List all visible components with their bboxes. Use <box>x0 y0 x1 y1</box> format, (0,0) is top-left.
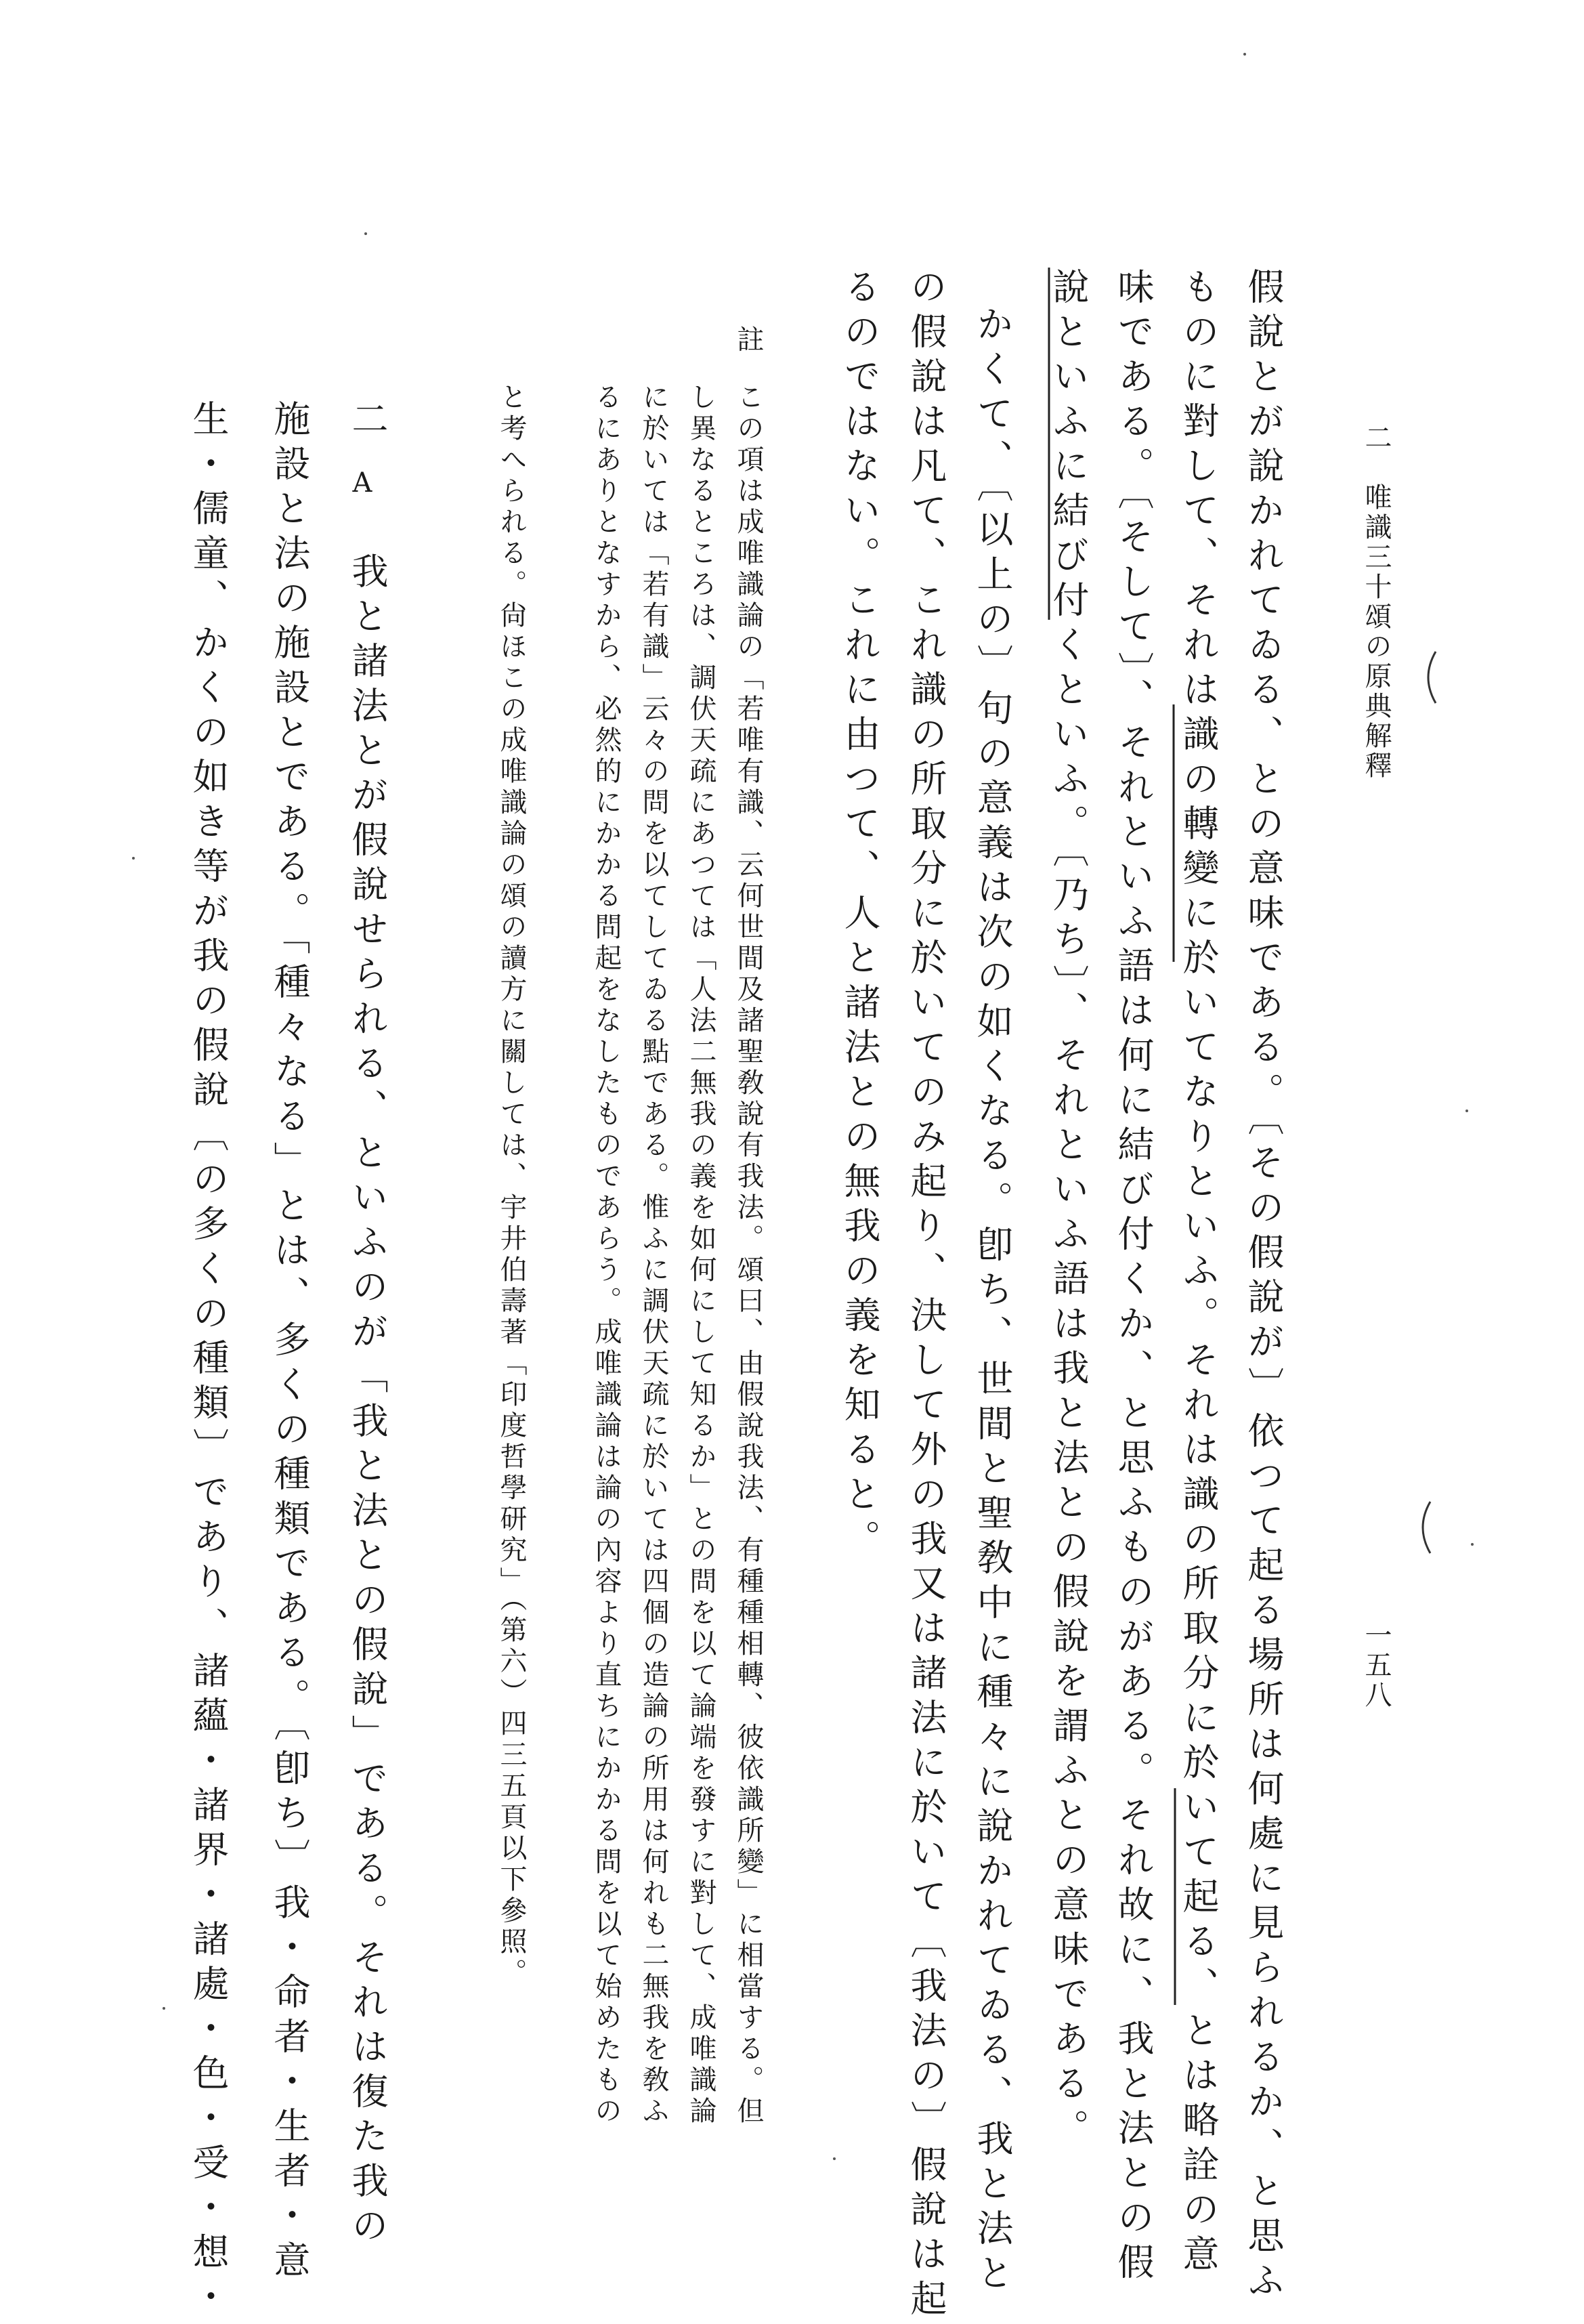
note-line: るにありとなすから、必然的にかかる問起をなしたものであらう。成唯識論は論の內容より直ちにかかる問を以て始めたもの <box>591 383 622 2128</box>
body-line: 生・儒童、かくの如き等が我の假說〔の多くの種類〕であり、諸蘊・諸界・諸處・色・受・想・ <box>187 400 230 2322</box>
scan-speck <box>132 857 135 860</box>
running-title: 二 唯識三十頌の原典解釋 <box>1361 423 1392 781</box>
section-number: 二 <box>346 400 389 436</box>
note-line: この項は成唯識論の「若唯有識、云何世間及諸聖敎說有我法。頌曰、由假說我法、有種種相轉、彼依識所變」に相當する。但 <box>733 383 764 2128</box>
margin-mark <box>1415 650 1442 704</box>
note-label: 註 <box>733 325 764 356</box>
note-line: と考へられる。尙ほこの成唯識論の頌の讀方に關しては、宇井伯壽著「印度哲學研究」（第六）四三五頁以下參照。 <box>496 383 527 1989</box>
body-line: の假說は凡て、これ識の所取分に於いてのみ起り、決して外の我又は諸法に於いて〔我法の〕假說は起 <box>905 268 947 2324</box>
body-line: ものに對して、それは識の轉變に於いてなりといふ。それは識の所取分に於いて起る、とは略詮の意 <box>1177 268 1220 2279</box>
scan-speck <box>364 232 367 235</box>
body-line: 施設と法の施設とである。「種々なる」とは、多くの種類である。〔卽ち〕我・命者・生者・意 <box>268 400 311 2285</box>
scan-speck <box>833 2157 836 2160</box>
body-line: 假說とが說かれてゐる、との意味である。〔その假說が〕依つて起る場所は何處に見られるか、と思ふ <box>1242 268 1285 2306</box>
scan-speck <box>1465 1110 1468 1112</box>
page-number: 一五八 <box>1361 1621 1392 1710</box>
body-line: 說といふに結び付くといふ。〔乃ち〕、それといふ語は我と法との假說を謂ふとの意味である。 <box>1047 268 1090 2153</box>
body-line: かくて、〔以上の〕句の意義は次の如くなる。卽ち、世間と聖敎中に種々に說かれてゐる、我と法と <box>971 305 1014 2298</box>
body-line: 味である。〔そして〕、それといふ語は何に結び付くか、と思ふものがある。それ故に、我と法との假 <box>1112 268 1155 2287</box>
emphasis-sideline <box>1173 1788 1177 2005</box>
note-line: に於いては「若有識」云々の問を以てしてゐる點である。惟ふに調伏天疏に於いては四個の造論の所用は何れも二無我を敎ふ <box>638 383 669 2128</box>
body-line: 我と諸法とが假說せられる、といふのが「我と法との假說」である。それは復た我の <box>346 552 389 2251</box>
section-subletter: A <box>347 467 378 503</box>
note-line: し異なるところは、調伏天疏にあつては「人法二無我の義を如何にして知るか」との問を以て論端を發すに對して、成唯識論 <box>685 383 716 2128</box>
emphasis-sideline <box>1047 268 1051 620</box>
emphasis-sideline <box>1172 704 1176 962</box>
scan-speck <box>1471 1543 1474 1546</box>
scan-speck <box>163 2007 165 2010</box>
scan-speck <box>1243 53 1246 56</box>
margin-mark <box>1410 1500 1437 1555</box>
body-line: るのではない。これに由つて、人と諸法との無我の義を知ると。 <box>838 268 881 1564</box>
